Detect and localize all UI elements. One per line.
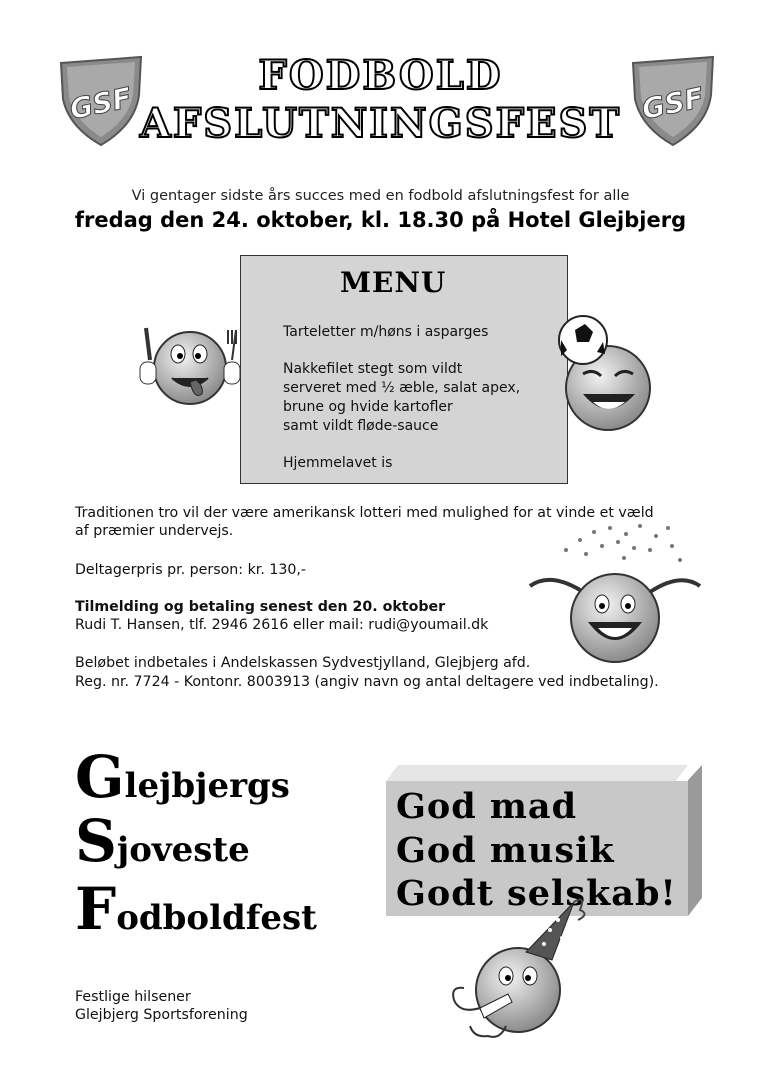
slogan-word-3: Fodboldfest xyxy=(75,875,317,943)
signature-greeting: Festlige hilsener xyxy=(75,989,191,1005)
signature-club: Glejbjerg Sportsforening xyxy=(75,1007,248,1023)
title-line-1: FODBOLD xyxy=(258,52,503,99)
svg-text:GSF: GSF xyxy=(638,80,707,127)
box-top-face xyxy=(386,765,688,781)
price-text: Deltagerpris pr. person: kr. 130,- xyxy=(75,562,307,578)
smiley-cutlery-icon xyxy=(132,320,250,412)
menu-item: Tarteletter m/høns i asparges xyxy=(283,324,489,340)
lottery-text-2: af præmier undervejs. xyxy=(75,523,234,539)
menu-item: brune og hvide kartofler xyxy=(283,399,453,415)
smiley-partyhat-icon xyxy=(440,890,590,1050)
lottery-text: Traditionen tro vil der være amerikansk lotteri med mulighed for at vinde et væld xyxy=(75,505,654,521)
menu-item: samt vildt fløde-sauce xyxy=(283,418,439,434)
menu-item: Nakkefilet stegt som vildt xyxy=(283,361,463,377)
slogan-word-2: Sjoveste xyxy=(75,807,250,875)
box-line-1: God mad xyxy=(396,786,578,827)
box-line-2: God musik xyxy=(396,830,615,871)
intro-text: Vi gentager sidste års succes med en fodbold afslutningsfest for alle xyxy=(131,188,630,204)
signup-heading: Tilmelding og betaling senest den 20. oktober xyxy=(75,599,446,615)
payment-text-2: Reg. nr. 7724 - Kontonr. 8003913 (angiv navn og antal deltagere ved indbetaling). xyxy=(75,674,659,690)
event-datetime: fredag den 24. oktober, kl. 18.30 på Hotel Glejbjerg xyxy=(74,208,687,232)
signup-contact: Rudi T. Hansen, tlf. 2946 2616 eller mail: rudi@youmail.dk xyxy=(75,617,489,633)
payment-text: Beløbet indbetales i Andelskassen Sydvestjylland, Glejbjerg afd. xyxy=(75,655,531,671)
smiley-confetti-icon xyxy=(520,520,710,670)
smiley-football-icon xyxy=(553,312,663,434)
slogan-word-1: Glejbjergs xyxy=(75,743,290,811)
svg-text:GSF: GSF xyxy=(66,80,135,127)
box-side-face xyxy=(688,765,702,916)
title-line-2: AFSLUTNINGSFEST xyxy=(139,100,622,147)
menu-title: MENU xyxy=(340,266,447,299)
box-line-3: Godt selskab! xyxy=(396,873,677,914)
menu-item: serveret med ½ æble, salat apex, xyxy=(283,380,521,396)
menu-item: Hjemmelavet is xyxy=(283,455,393,471)
